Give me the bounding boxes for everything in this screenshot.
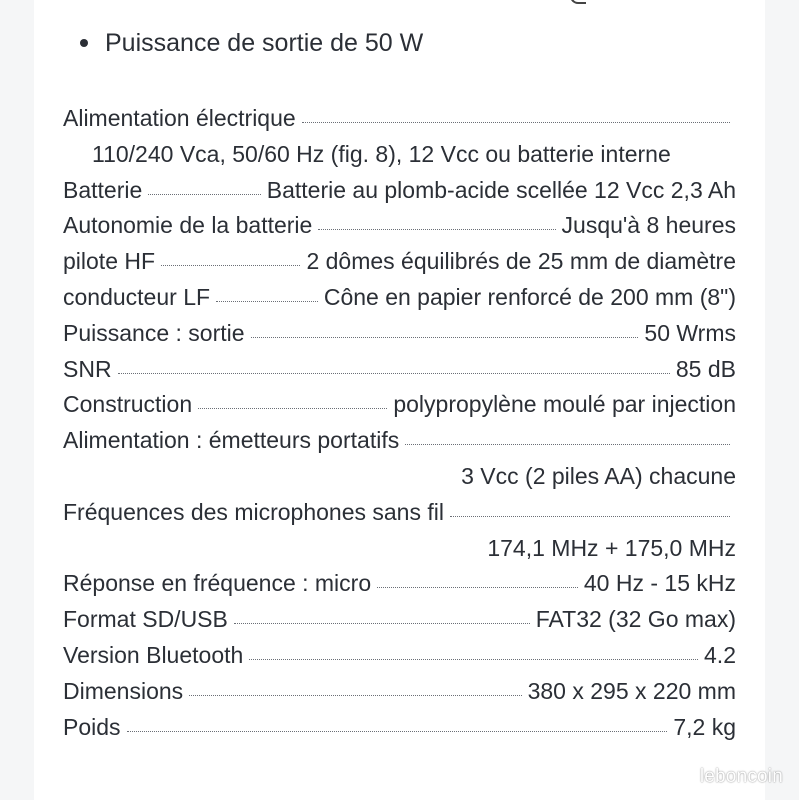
spec-row [63,495,736,531]
spec-row [63,387,736,423]
spec-row [63,423,736,459]
dot-leader [161,264,300,266]
spec-value: 380 x 295 x 220 mm [527,677,736,704]
spec-continuation-line [63,531,736,567]
dot-leader [118,372,670,374]
spec-label: pilote HF [63,248,156,275]
spec-value: 40 Hz - 15 kHz [583,570,736,597]
spec-label: Alimentation électrique [63,105,296,131]
dot-leader [148,193,261,195]
dot-leader [377,586,578,588]
spec-value: 50 Wrms [644,319,736,346]
spec-row [63,566,736,602]
dot-leader [251,336,639,338]
spec-label: Autonomie de la batterie [63,212,313,239]
spec-value: Cône en papier renforcé de 200 mm (8") [323,283,736,310]
spec-continuation-line [63,137,736,173]
spec-continuation-line [63,459,736,495]
spec-label: Format SD/USB [63,606,228,633]
spec-row [63,101,736,137]
spec-value: 4.2 [704,641,736,668]
dot-leader [198,407,387,409]
spec-row [63,638,736,674]
spec-value: 7,2 kg [673,713,736,740]
dot-leader [127,730,668,732]
spec-value: 174,1 MHz + 175,0 MHz [487,534,736,561]
spec-value: 3 Vcc (2 piles AA) chacune [461,462,736,489]
spec-row [63,602,736,638]
dot-leader [318,228,555,230]
dot-leader [302,121,730,123]
dot-leader [216,300,318,302]
spec-label: Batterie [63,176,143,203]
bullet-dot [80,39,88,47]
dot-leader [234,622,530,624]
cropped-text-fragment [570,0,598,4]
spec-row [63,244,736,280]
spec-row [63,173,736,209]
spec-label: Réponse en fréquence : micro [63,570,372,597]
spec-value: FAT32 (32 Go max) [535,606,736,633]
spec-label: Alimentation : émetteurs portatifs [63,427,400,454]
spec-value: polypropylène moulé par injection [393,391,736,418]
spec-label: SNR [63,355,112,382]
spec-label: Construction [63,391,193,418]
spec-label: Fréquences des microphones sans fil [63,498,444,525]
spec-value: 2 dômes équilibrés de 25 mm de diamètre [306,248,736,275]
spec-row [63,280,736,316]
bullet-text: Puissance de sortie de 50 W [105,29,424,57]
spec-value: 85 dB [675,355,736,382]
spec-row [63,316,736,352]
spec-label: conducteur LF [63,283,211,310]
specification-list [63,101,736,745]
spec-row [63,208,736,244]
spec-value: 110/240 Vca, 50/60 Hz (fig. 8), 12 Vcc ou batterie interne [92,140,671,167]
dot-leader [405,443,730,445]
spec-label: Version Bluetooth [63,641,244,668]
leboncoin-watermark: leboncoin [699,766,783,787]
spec-label: Dimensions [63,677,184,704]
dot-leader [189,694,521,696]
spec-row [63,710,736,746]
spec-value: Batterie au plomb-acide scellée 12 Vcc 2,3 Ah [266,176,736,203]
spec-label: Poids [63,713,121,740]
bullet-item [80,26,423,60]
spec-row [63,352,736,388]
dot-leader [249,658,698,660]
spec-label: Puissance : sortie [63,319,245,346]
dot-leader [450,515,730,517]
spec-row [63,674,736,710]
spec-value: Jusqu'à 8 heures [561,212,736,239]
